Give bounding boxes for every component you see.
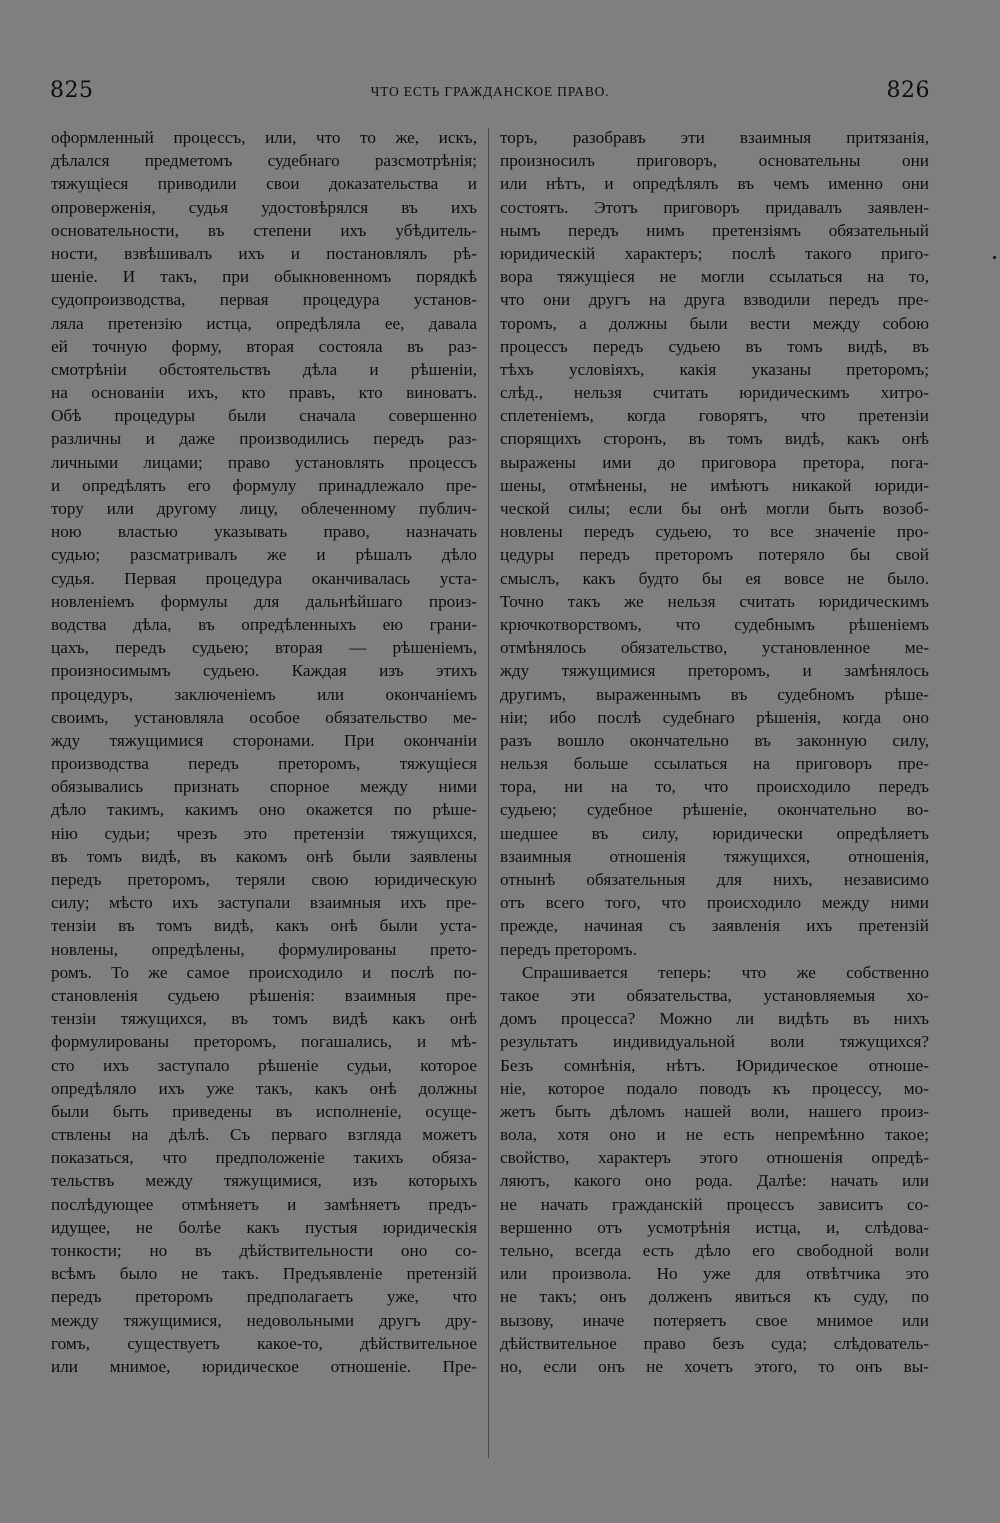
- text-line: крючкотворствомъ, что судебнымъ рѣшеніемъ: [500, 614, 929, 634]
- text-line: и опредѣлять его формулу принадлежало пре-: [51, 475, 477, 495]
- text-line: взаимныя отношенія тяжущихся, отношенія,: [500, 846, 929, 866]
- text-line: не такъ; онъ долженъ явиться къ суду, по: [500, 1287, 929, 1307]
- text-line: становленія судьею рѣшенія: взаимныя пре-: [51, 985, 477, 1005]
- text-line: въ томъ видѣ, въ какомъ онѣ были заявлены: [51, 846, 477, 866]
- right-page-number: 826: [886, 78, 930, 103]
- text-line: шены, отмѣнены, не имѣютъ никакой юриди-: [500, 475, 929, 495]
- text-line: ческой силы; если бы онѣ могли быть возоб-: [500, 499, 929, 518]
- text-line: тельно, всегда есть дѣло его свободной воли: [500, 1241, 929, 1260]
- left-text-column: [51, 126, 477, 1378]
- text-line: ною властью указывать право, назначать: [51, 522, 477, 542]
- text-line: судья. Первая процедура оканчивалась уста-: [51, 568, 477, 588]
- text-line: сплетеніемъ, когда говорятъ, что претензіи: [500, 406, 929, 426]
- text-line: спорящихъ сторонъ, въ томъ видѣ, какъ онѣ: [500, 429, 929, 449]
- text-line: но, если онъ не хочетъ этого, то онъ вы-: [500, 1356, 929, 1376]
- text-line: ляла претензію истца, опредѣляла ее, давала: [51, 313, 477, 333]
- text-line: оформленный процессъ, или, что то же, искъ,: [51, 128, 477, 147]
- text-line: отнынѣ обязательныя для нихъ, независимо: [500, 870, 929, 889]
- text-line: не начать гражданскій процессъ зависитъ со-: [500, 1194, 929, 1214]
- text-line: послѣдующее отмѣняетъ и замѣняетъ предъ-: [51, 1194, 477, 1214]
- text-line: судью; разсматривалъ же и рѣшалъ дѣло: [51, 545, 477, 565]
- text-line: слѣд., нельзя считать юридическимъ хитро-: [500, 383, 929, 403]
- text-line: нельзя больше ссылаться на приговоръ пре-: [500, 754, 929, 774]
- text-line: шеніе. И такъ, при обыкновенномъ порядкѣ: [51, 267, 477, 287]
- text-line: тѣхъ условіяхъ, какія указаны преторомъ;: [500, 359, 929, 379]
- text-line: цедуры передъ преторомъ потеряло бы свой: [500, 545, 929, 565]
- text-line: дѣлался предметомъ судебнаго разсмотрѣнія;: [51, 151, 477, 171]
- text-line: смыслъ, какъ будто бы ея вовсе не было.: [500, 568, 929, 588]
- text-line: водства дѣла, въ опредѣленныхъ ею грани-: [51, 614, 477, 634]
- text-line: Спрашивается теперь: что же собственно: [522, 962, 929, 982]
- text-line: жду тяжущимися сторонами. При окончаніи: [51, 730, 477, 750]
- text-line: между тяжущимися, недовольными другъ дру-: [51, 1310, 477, 1330]
- text-line: новлены, опредѣлены, формулированы прето-: [51, 939, 477, 959]
- text-line: цахъ, передъ судьею; вторая — рѣшеніемъ,: [51, 638, 477, 658]
- text-line: торомъ, а должны были вести между собою: [500, 313, 929, 333]
- text-line: или мнимое, юридическое отношеніе. Пре-: [51, 1356, 477, 1376]
- text-line: тонкости; но въ дѣйствительности оно со-: [51, 1241, 477, 1260]
- text-line: передъ преторомъ, теряли свою юридическую: [51, 870, 477, 889]
- text-line: жду тяжущимися преторомъ, и замѣнялось: [500, 661, 929, 681]
- scan-speck: [993, 256, 996, 259]
- left-page-number: 825: [50, 78, 94, 103]
- text-line: такое эти обязательства, установляемыя хо-: [500, 985, 929, 1005]
- text-line: ромъ. То же самое происходило и послѣ по-: [51, 962, 477, 982]
- text-line: отмѣнялось обязательство, установленное ме-: [500, 638, 929, 658]
- text-line: разъ вошло окончательно въ законную силу,: [500, 730, 929, 750]
- text-line: передъ преторомъ.: [500, 939, 637, 959]
- text-line: новленіемъ формулы для дальнѣйшаго произ-: [51, 591, 477, 611]
- text-line: личными лицами; право установлять процессъ: [51, 452, 477, 472]
- text-line: нымъ передъ нимъ претензіямъ обязательный: [500, 220, 929, 240]
- text-line: результатъ индивидуальной воли тяжущихся?: [500, 1032, 929, 1052]
- text-line: судопроизводства, первая процедура установ-: [51, 290, 477, 310]
- text-line: торъ, разобравъ эти взаимныя притязанія,: [500, 128, 929, 147]
- text-line: ляютъ, какого оно рода. Далѣе: начать или: [500, 1171, 929, 1191]
- text-line: всѣмъ было не такъ. Предъявленіе претензій: [51, 1264, 477, 1284]
- text-line: вызову, иначе потеряетъ свое мнимое или: [500, 1310, 929, 1330]
- text-line: силу; мѣсто ихъ заступали взаимныя ихъ пре-: [51, 893, 477, 913]
- text-line: на основаніи ихъ, кто правъ, кто виноватъ.: [51, 383, 477, 403]
- text-line: дѣйствительное право безъ суда; слѣдователь-: [500, 1333, 929, 1353]
- text-line: вершенно отъ усмотрѣнія истца, и, слѣдова-: [500, 1217, 929, 1237]
- text-line: тельствъ между тяжущимися, изъ которыхъ: [51, 1171, 477, 1191]
- text-line: произносимымъ судьею. Каждая изъ этихъ: [51, 661, 477, 681]
- text-line: обязывались признать спорное между ними: [51, 777, 477, 797]
- text-line: Точно такъ же нельзя считать юридическимъ: [500, 591, 929, 611]
- text-line: процессъ передъ судьею въ томъ видѣ, въ: [500, 336, 929, 356]
- text-line: тора, ни на то, что происходило передъ: [500, 777, 929, 797]
- text-line: производства передъ преторомъ, тяжущіеся: [51, 754, 477, 774]
- text-line: процедуръ, заключеніемъ или окончаніемъ: [51, 684, 477, 704]
- text-line: юридическій характеръ; послѣ такого приго-: [500, 243, 929, 263]
- text-line: другимъ, выраженнымъ въ судебномъ рѣше-: [500, 684, 929, 704]
- text-line: гомъ, существуетъ какое-то, дѣйствительное: [51, 1333, 477, 1353]
- text-line: Обѣ процедуры были сначала совершенно: [51, 406, 477, 426]
- text-line: шедшее въ силу, юридически опредѣляетъ: [500, 823, 929, 843]
- page-header: [50, 78, 930, 108]
- text-line: тору или другому лицу, облеченному публич-: [51, 499, 477, 518]
- text-line: тензіи въ томъ видѣ, какъ онѣ были уста-: [51, 916, 477, 936]
- text-line: жетъ быть дѣломъ нашей воли, нашего произ-: [500, 1101, 929, 1121]
- text-line: формулированы преторомъ, погашались, и мѣ-: [51, 1032, 477, 1052]
- text-line: тензіи тяжущихся, въ томъ видѣ какъ онѣ: [51, 1009, 477, 1029]
- right-text-column: [500, 126, 929, 1378]
- text-line: домъ процесса? Можно ли видѣть въ нихъ: [500, 1009, 929, 1029]
- text-line: тяжущіеся приводили свои доказательства и: [51, 174, 477, 194]
- text-line: нію судьи; чрезъ это претензіи тяжущихся,: [51, 823, 477, 843]
- text-line: прежде, начиная съ заявленія ихъ претензій: [500, 916, 929, 936]
- text-line: опроверженія, судья удостовѣрялся въ ихъ: [51, 197, 477, 217]
- text-line: ности, взвѣшивалъ ихъ и постановлялъ рѣ-: [51, 243, 477, 263]
- text-line: различны и даже производились передъ раз-: [51, 429, 477, 449]
- text-line: вора тяжущіеся не могли ссылаться на то,: [500, 267, 929, 287]
- text-line: дѣло такимъ, какимъ оно окажется по рѣше-: [51, 800, 477, 820]
- text-line: или нѣтъ, и опредѣлялъ въ чемъ именно они: [500, 174, 929, 194]
- text-line: судьею; судебное рѣшеніе, окончательно во-: [500, 800, 929, 820]
- text-line: своимъ, установляла особое обязательство ме-: [51, 707, 477, 727]
- text-line: свойство, характеръ этого отношенія опредѣ-: [500, 1148, 929, 1168]
- text-line: произносилъ приговоръ, основательны они: [500, 151, 929, 171]
- text-line: вола, хотя оно и не есть непремѣнно такое;: [500, 1125, 929, 1145]
- text-line: ніи; ибо послѣ судебнаго рѣшенія, когда оно: [500, 707, 929, 727]
- text-line: идущее, не болѣе какъ пустыя юридическія: [51, 1217, 477, 1237]
- text-line: ствлены на дѣлѣ. Съ перваго взгляда можетъ: [51, 1125, 477, 1145]
- text-line: новлены передъ судьею, то все значеніе про-: [500, 522, 929, 542]
- text-line: Безъ сомнѣнія, нѣтъ. Юридическое отноше-: [500, 1055, 929, 1075]
- text-line: опредѣляло ихъ уже такъ, какъ онѣ должны: [51, 1078, 477, 1098]
- text-line: показаться, что предположеніе такихъ обяза-: [51, 1148, 477, 1168]
- text-line: что они другъ на друга взводили передъ пре-: [500, 290, 929, 310]
- text-line: ніе, которое подало поводъ къ процессу, мо-: [500, 1078, 929, 1098]
- text-line: выражены ими до приговора претора, пога-: [500, 452, 929, 472]
- text-line: отъ всего того, что происходило между ними: [500, 893, 929, 913]
- running-title: ЧТО ЕСТЬ ГРАЖДАНСКОЕ ПРАВО.: [370, 84, 610, 99]
- column-divider: [488, 128, 489, 1458]
- text-line: основательности, въ степени ихъ убѣдитель-: [51, 220, 477, 240]
- text-line: ей точную форму, вторая состояла въ раз-: [51, 336, 477, 356]
- text-line: сто ихъ заступало рѣшеніе судьи, которое: [51, 1055, 477, 1075]
- text-line: или произвола. Но уже для отвѣтчика это: [500, 1264, 929, 1284]
- text-line: передъ преторомъ предполагаетъ уже, что: [51, 1287, 477, 1307]
- text-line: были быть приведены въ исполненіе, осуще-: [51, 1101, 477, 1121]
- text-line: смотрѣніи обстоятельствъ дѣла и рѣшеніи,: [51, 359, 477, 379]
- text-line: состоятъ. Этотъ приговоръ придавалъ заявлен-: [500, 197, 929, 217]
